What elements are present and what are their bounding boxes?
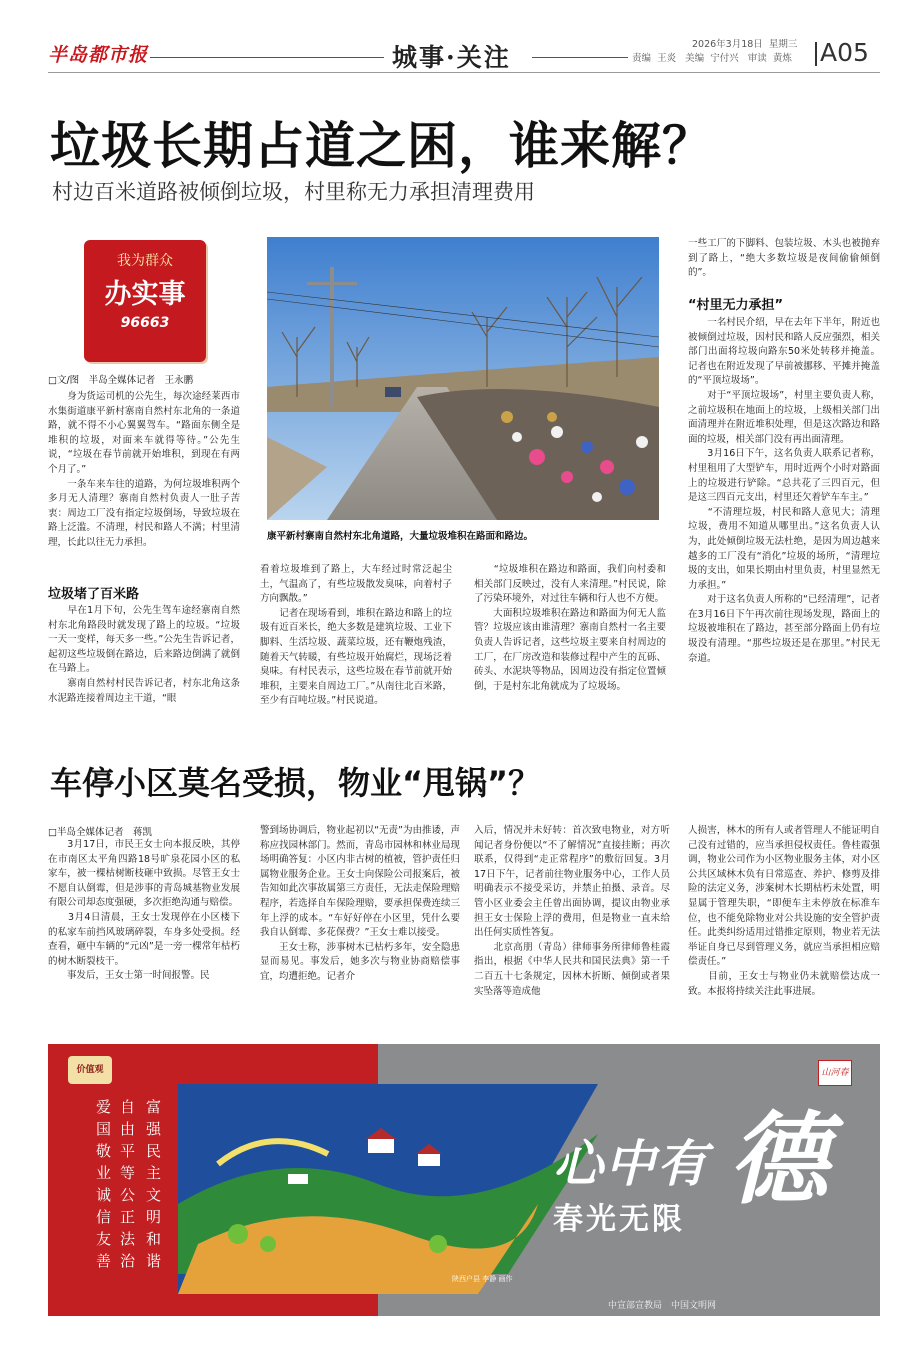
masthead-rule-mid — [532, 57, 628, 58]
values-col-1: 爱 国 敬 业 诚 信 友 善 — [96, 1098, 114, 1270]
story2-col3-text: 入后，情况并未好转：首次致电物业，对方听闻记者身份便以“不了解情况”直接挂断；再次联系，仅得到“走正常程序”的敷衍回复。3月17日下午，记者前往物业服务中心，工作人员明确表示不接受采访，并禁止拍摄、录音。尽管小区业委会主任曾出面协调，提议由物业承担王女士保险上浮的费用，但是物业一直未给出任何实质性答复。 北京高朋（青岛）律师事务所律师鲁桂霞指出，根据《中华人民共和国民法典》第一千二百五十七条规定，因林木折断、倾倒或者果实坠落等造成他 — [474, 825, 670, 997]
page-divider — [815, 42, 817, 66]
story1-photo — [267, 237, 659, 520]
story1-col3-text: “垃圾堆积在路边和路面，我们向村委和相关部门反映过，没有人来清理。”村民说，除了污染环境外，对过往车辆和行人也不方便。 大面积垃圾堆积在路边和路面为何无人监管？垃圾应该由谁清理？寨南自然村一名主要负责人告诉记者，这些垃圾主要来自村周边的工厂，在厂房改造和装修过程中产生的瓦砾、砖头、水泥块等物品，因周边没有指定位置倾倒，于是村东北角就成为了垃圾场。 — [474, 564, 666, 692]
issue-weekday: 星期三 — [768, 39, 798, 50]
badge-line1: 我为群众 — [117, 253, 173, 269]
page-number: A05 — [820, 38, 869, 67]
story2-col4-text: 人损害，林木的所有人或者管理人不能证明自己没有过错的，应当承担侵权责任。鲁桂霞强调，物业公司作为小区物业服务主体，对小区公共区域林木负有日常巡查、养护、修剪及排险的法定义务，涉案树木长期枯朽未处置，明显属于管理失职，“即便车主未停放在标准车位，也不能免除物业对公共设施的安全管护责任。此类纠纷适用过错推定原则，物业若无法举证自身已尽到管理义务，就应当承担相应赔偿责任。” 目前，王女士与物业仍未就赔偿达成一致。本报将持续关注此事进展。 — [688, 825, 880, 997]
artist-seal: 山河春 — [818, 1060, 852, 1086]
banner-footer: 中宣部宣教局 中国文明网 — [608, 1301, 717, 1311]
story2-headline: 车停小区莫名受损，物业“甩锅”？ — [50, 764, 541, 802]
values-banner — [48, 1044, 880, 1316]
values-col-2: 自 由 平 等 公 正 法 治 — [120, 1098, 138, 1270]
masthead-rule-left — [150, 57, 384, 58]
story1-col4-subhead: “村里无力承担” — [688, 298, 784, 313]
service-badge — [84, 240, 206, 362]
story1-headline: 垃圾长期占道之困，谁来解？ — [50, 117, 713, 175]
badge-line2: 办实事 — [104, 279, 186, 310]
story1-col1-text: 早在1月下旬，公先生驾车途经寨南自然村东北角路段时就发现了路上的垃圾。“垃圾一天一变样，每天多一些。”公先生告诉记者，起初这些垃圾倒在路边，后来路边倒满了就倒在马路上。 寨南自然村村民告诉记者，村东北角这条水泥路连接着周边主干道，“眼 — [48, 605, 240, 704]
issue-date: 2026年3月18日 — [692, 39, 763, 50]
section-title: 城事·关注 — [392, 43, 511, 72]
story1-byline: □文/图 半岛全媒体记者 王永鹏 — [48, 375, 194, 386]
slogan-sub: 春光无限 — [553, 1202, 685, 1237]
story1-col4-text: 一名村民介绍，早在去年下半年，附近也被倾倒过垃圾，因村民和路人反应强烈，相关部门出面将垃圾向路东50米处转移并掩盖。记者也在附近发现了早前被挪移、平摊并掩盖的“平顶垃圾场”。 对于“平顶垃圾场”，村里主要负责人称，之前垃圾积在地面上的垃圾，上级相关部门出面清理并在附近堆积处理，但是这次路边和路面的垃圾，相关部门没有再出面清理。 3月16日下午，这名负责人联系记者称，村里租用了大型铲车，用时近两个小时对路面上的垃圾进行铲除。“总共花了三四百元，但是这三四百元支出，村里还欠着铲车车主。” “不清理垃圾，村民和路人意见大；清理垃圾，费用不知道从哪里出。”这名负责人认为，此处倾倒垃圾无法杜绝，是因为周边越来越多的工厂没有“消化”垃圾的场所，“清理垃圾的支出，如果长期由村里负责，村里显然无力承担。” 对于这名负责人所称的“已经清理”，记者在3月16日下午再次前往现场发现，路面上的垃圾被堆积在了路边，甚至部分路面上仍有垃圾没有清理。“那些垃圾还是在那里。”村民无奈道。 — [688, 317, 880, 664]
story1-col2-text: 看着垃圾堆到了路上，大车经过时常泛起尘土，气温高了，有些垃圾散发臭味，向着村子方向飘散。” 记者在现场看到，堆积在路边和路上的垃圾有近百米长，绝大多数是建筑垃圾、工业下脚料、生活垃圾、蔬菜垃圾，还有鞭炮残渣，随着天气转暖，有些垃圾开始腐烂，现场泛着臭味。有村民表示，这些垃圾在春节前就开始堆积，主要来自周边工厂。”从南往北百米路，至少有百吨垃圾。”村民说道。 — [260, 564, 452, 707]
badge-hotline: 96663 — [120, 315, 170, 331]
masthead-bottom-rule — [48, 72, 880, 73]
values-logo: 价值观 — [68, 1056, 112, 1084]
slogan-main: 心中有 — [553, 1134, 709, 1193]
story1-col4-top: 一些工厂的下脚料、包装垃圾、木头也被抛弃到了路上，“绝大多数垃圾是夜间偷偷倾倒的”。 — [688, 238, 880, 279]
story1-subhead: 村边百米道路被倾倒垃圾，村里称无力承担清理费用 — [52, 180, 535, 204]
painting-credit: 陕西户县 李静 画作 — [452, 1275, 513, 1283]
story2-col2-text: 警到场协调后，物业起初以“无责”为由推诿，声称应找园林部门。然而，青岛市园林和林业局现场明确答复：小区内非古树的植被，管护责任归属物业服务企业。王女士向保险公司报案后，被告知如此次事故属第三方责任，无法走保险理赔程序，若选择自车保险理赔，要承担保费连续三年上浮的成本。“车好好停在小区里，凭什么要我自认倒霉、多花保费？”王女士难以接受。 王女士称，涉事树木已枯朽多年，安全隐患显而易见。事发后，她多次与物业协商赔偿事宜，均遭拒绝。记者介 — [260, 825, 460, 982]
newspaper-logo: 半岛都市报 — [48, 44, 149, 66]
issue-date-line — [692, 38, 797, 51]
garbage-road-photo — [267, 237, 659, 520]
staff-credits: 责编 王炎 美编 宁付兴 审读 黄炼 — [632, 53, 792, 64]
slogan-big: 德 — [728, 1100, 828, 1218]
values-col-3: 富 强 民 主 文 明 和 谐 — [146, 1098, 164, 1270]
photo-caption: 康平新村寨南自然村东北角道路，大量垃圾堆积在路面和路边。 — [267, 531, 534, 542]
story1-col1-intro: 身为货运司机的公先生，每次途经莱西市水集街道康平新村寨南自然村东北角的一条道路，就不得不小心翼翼驾车。“路面东侧全是堆积的垃圾，对面来车就得等待。”公先生说，“垃圾在春节前就开始堆积，到现在有两个月了。” 一条车来车往的道路，为何垃圾堆积两个多月无人清理？寨南自然村负责人一肚子苦衷：周边工厂没有指定垃圾倒场，导致垃圾在路上泛滥。不清理，村民和路人不满；村里清理，长此以往无力承担。 — [48, 391, 240, 548]
story2-col1-text: 3月17日，市民王女士向本报反映，其停在市南区太平角四路18号旷泉花园小区的私家车，被一棵枯树断枝砸中致损。尽管王女士不愿自认倒霉，但是涉事的青岛城基物业发展有限公司却态度强硬，多次拒绝沟通与赔偿。 3月4日清晨，王女士发现停在小区楼下的私家车前挡风玻璃碎裂，车身多处受损。经查看，砸中车辆的“元凶”是一旁一棵常年枯朽的树木断裂枝干。 事发后，王女士第一时间报警。民 — [48, 839, 240, 982]
story2-byline: □半岛全媒体记者 蒋凯 — [48, 827, 152, 838]
story1-col1-subhead: 垃圾堵了百米路 — [48, 587, 140, 602]
